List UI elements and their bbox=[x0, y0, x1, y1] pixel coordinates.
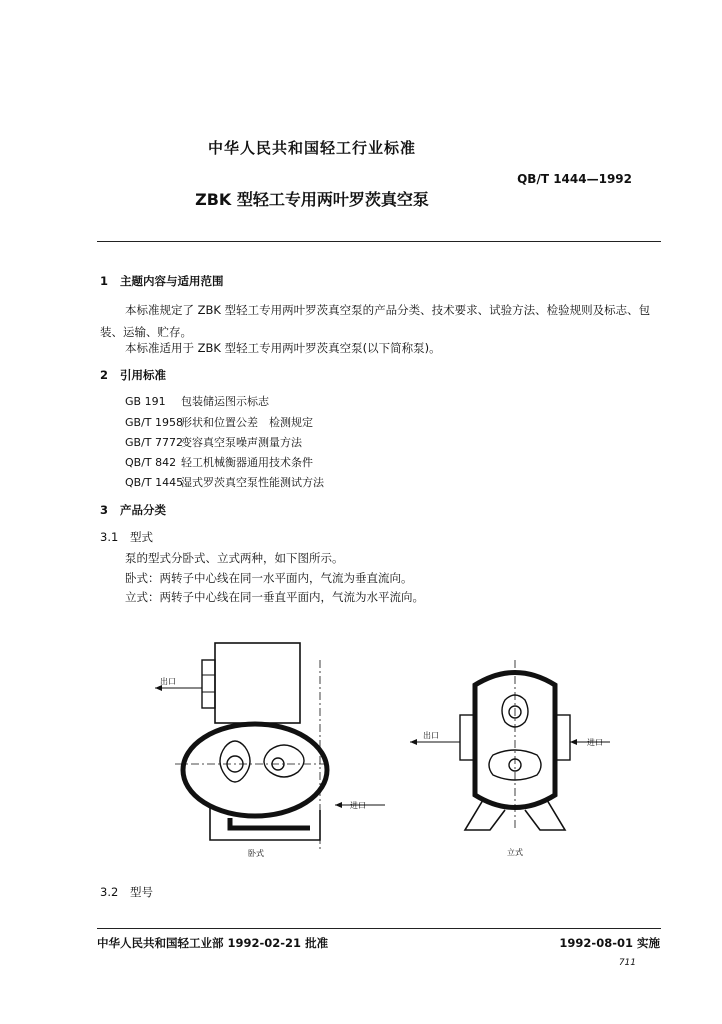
organization-title: 中华人民共和国轻工行业标准 bbox=[207, 139, 416, 157]
subsection-3-1-title: 型式 bbox=[130, 530, 153, 544]
reference-code: QB/T 1445 bbox=[125, 476, 184, 489]
outlet-label: 出口 bbox=[423, 731, 439, 740]
subsection-3-1-line-1: 泵的型式分卧式、立式两种，如下图所示。 bbox=[125, 551, 344, 565]
approval-note: 中华人民共和国轻工业部 1992-02-21 批准 bbox=[97, 936, 329, 950]
footer-rule bbox=[97, 928, 661, 929]
rotor-left bbox=[220, 741, 250, 782]
section-1-paragraph-2: 本标准适用于 ZBK 型轻工专用两叶罗茨真空泵(以下简称泵)。 bbox=[125, 341, 441, 355]
reference-code: QB/T 842 bbox=[125, 456, 177, 469]
section-2-title: 引用标准 bbox=[120, 368, 166, 382]
section-1-paragraph-1: 本标准规定了 ZBK 型轻工专用两叶罗茨真空泵的产品分类、技术要求、试验方法、检验规则及标志、包装、运输、贮存。 bbox=[100, 303, 651, 339]
reference-code: GB/T 1958 bbox=[125, 416, 183, 429]
section-1-title: 主题内容与适用范围 bbox=[120, 274, 224, 288]
subsection-3-1-line-3: 立式：两转子中心线在同一垂直平面内，气流为水平流向。 bbox=[125, 590, 424, 604]
reference-code: GB/T 7772 bbox=[125, 436, 183, 449]
reference-item bbox=[125, 414, 313, 430]
subsection-3-2-heading bbox=[100, 884, 153, 900]
section-3-heading bbox=[100, 502, 166, 518]
vertical-pump-figure bbox=[405, 655, 615, 865]
reference-title: 包装储运图示标志 bbox=[181, 395, 269, 408]
pump-casing bbox=[183, 724, 327, 816]
reference-item bbox=[125, 454, 313, 470]
reference-code: GB 191 bbox=[125, 395, 166, 408]
horizontal-pump-figure bbox=[150, 640, 390, 865]
header-rule bbox=[97, 241, 661, 242]
horizontal-caption: 卧式 bbox=[248, 849, 264, 858]
subsection-3-1-number: 3.1 bbox=[100, 530, 119, 544]
outlet-flange bbox=[202, 660, 215, 708]
page-number: 711 bbox=[618, 958, 636, 968]
section-1-heading bbox=[100, 273, 224, 289]
standard-number: QB/T 1444—1992 bbox=[517, 172, 632, 186]
reference-title: 湿式罗茨真空泵性能测试方法 bbox=[181, 476, 324, 489]
inlet-label: 进口 bbox=[350, 801, 366, 810]
reference-title: 变容真空泵噪声测量方法 bbox=[181, 436, 302, 449]
subsection-3-1-heading bbox=[100, 529, 153, 545]
section-3-title: 产品分类 bbox=[120, 503, 166, 517]
reference-title: 轻工机械衡器通用技术条件 bbox=[181, 456, 313, 469]
section-2-number: 2 bbox=[100, 368, 109, 382]
subsection-3-1-line-2: 卧式：两转子中心线在同一水平面内，气流为垂直流向。 bbox=[125, 571, 413, 585]
section-3-number: 3 bbox=[100, 503, 109, 517]
document-title: ZBK 型轻工专用两叶罗茨真空泵 bbox=[195, 190, 429, 209]
subsection-3-2-number: 3.2 bbox=[100, 885, 119, 899]
reference-item bbox=[125, 474, 324, 490]
section-2-heading bbox=[100, 367, 166, 383]
outlet-label: 出口 bbox=[160, 677, 176, 686]
inlet-label: 进口 bbox=[587, 738, 603, 747]
motor-block bbox=[215, 643, 300, 723]
vertical-caption: 立式 bbox=[507, 848, 523, 857]
reference-item bbox=[125, 434, 302, 450]
rotor-right bbox=[264, 745, 304, 777]
effective-date: 1992-08-01 实施 bbox=[559, 936, 660, 950]
section-1-number: 1 bbox=[100, 274, 109, 288]
reference-item bbox=[125, 393, 269, 409]
subsection-3-2-title: 型号 bbox=[130, 885, 153, 899]
reference-title: 形状和位置公差 检测规定 bbox=[181, 416, 313, 429]
